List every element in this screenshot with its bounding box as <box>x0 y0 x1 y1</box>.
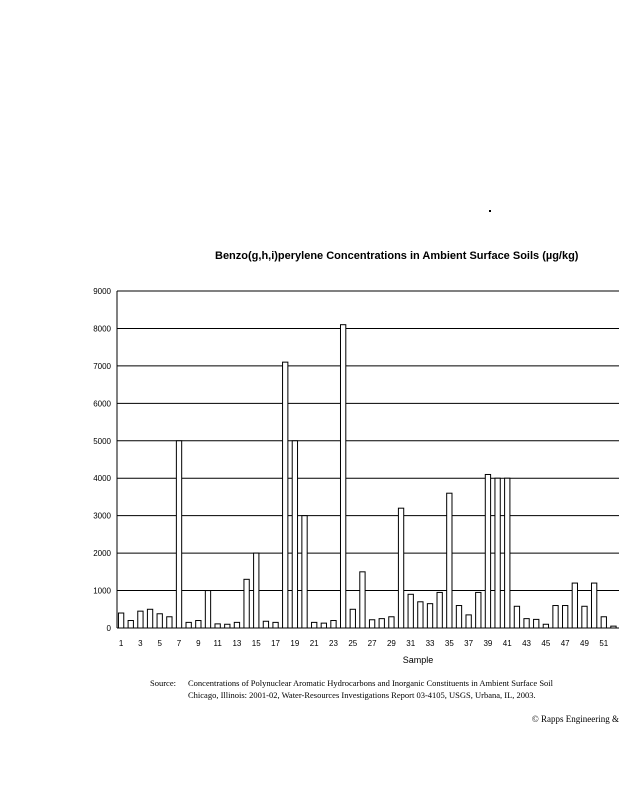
y-tick-label: 7000 <box>93 361 111 371</box>
source-line-1: Concentrations of Polynuclear Aromatic Hydrocarbons and Inorganic Constituents in Ambient Surface Soil <box>188 678 554 688</box>
y-tick-label: 0 <box>106 624 111 633</box>
y-tick-label: 5000 <box>93 436 111 446</box>
bar-sample-24 <box>340 325 345 628</box>
x-tick-label: 31 <box>406 639 416 648</box>
bar-sample-6 <box>167 617 172 628</box>
x-tick-label: 33 <box>425 639 435 648</box>
bar-sample-41 <box>505 478 510 628</box>
x-tick-label: 35 <box>444 639 454 648</box>
bar-sample-8 <box>186 622 191 628</box>
bar-sample-35 <box>447 493 452 628</box>
x-tick-label: 49 <box>580 639 589 648</box>
source-line-2: Chicago, Illinois: 2001-02, Water-Resources Investigations Report 03-4105, USGS, Urbana, IL, 2003. <box>188 690 536 700</box>
bar-sample-12 <box>225 624 230 628</box>
source-label: Source: <box>150 678 176 688</box>
x-tick-labels <box>119 639 609 648</box>
x-tick-label: 47 <box>560 639 570 648</box>
bar-sample-22 <box>321 623 326 628</box>
x-tick-label: 3 <box>138 639 143 648</box>
bars <box>118 325 616 628</box>
chart-title: Benzo(g,h,i)perylene Concentrations in Ambient Surface Soils (µg/kg) <box>215 250 579 262</box>
bar-sample-51 <box>601 617 606 628</box>
bar-sample-34 <box>437 592 442 628</box>
bar-sample-25 <box>350 609 355 628</box>
x-tick-label: 13 <box>232 639 242 648</box>
x-tick-label: 45 <box>541 639 551 648</box>
x-tick-label: 19 <box>290 639 300 648</box>
bar-sample-47 <box>563 606 568 628</box>
bar-sample-13 <box>234 622 239 628</box>
x-tick-label: 43 <box>522 639 532 648</box>
bar-sample-37 <box>466 615 471 628</box>
bar-sample-16 <box>263 621 268 628</box>
bar-sample-17 <box>273 622 278 628</box>
bar-sample-26 <box>360 572 365 628</box>
bar-sample-32 <box>418 602 423 628</box>
gridlines <box>117 291 619 628</box>
bar-sample-49 <box>582 606 587 628</box>
y-tick-label: 1000 <box>93 586 111 596</box>
bar-sample-44 <box>534 619 539 628</box>
y-tick-label: 9000 <box>93 287 111 296</box>
bar-sample-28 <box>379 619 384 628</box>
bar-sample-7 <box>176 441 181 628</box>
bar-sample-19 <box>292 441 297 628</box>
bar-sample-45 <box>543 624 548 628</box>
x-tick-label: 1 <box>118 639 124 648</box>
x-tick-label: 29 <box>386 639 396 648</box>
bar-sample-21 <box>312 622 317 628</box>
y-tick-label: 8000 <box>93 324 111 334</box>
bar-sample-5 <box>157 614 162 628</box>
x-tick-label: 39 <box>483 639 493 648</box>
y-tick-labels <box>93 287 111 633</box>
y-tick-label: 4000 <box>93 474 111 484</box>
bar-sample-48 <box>572 583 577 628</box>
bar-sample-1 <box>118 613 123 628</box>
bar-sample-10 <box>205 591 210 628</box>
bar-sample-20 <box>302 516 307 628</box>
x-axis-label: Sample <box>402 655 434 665</box>
source-note <box>150 677 553 701</box>
bar-sample-46 <box>553 606 558 628</box>
bar-sample-40 <box>495 478 500 628</box>
bar-sample-50 <box>591 583 596 628</box>
stray-mark <box>489 210 491 212</box>
bar-sample-23 <box>331 621 336 628</box>
bar-sample-2 <box>128 621 133 628</box>
bar-sample-11 <box>215 624 220 628</box>
x-tick-label: 27 <box>367 639 377 648</box>
bar-sample-3 <box>138 611 143 628</box>
bar-sample-38 <box>476 592 481 628</box>
bar-sample-4 <box>147 609 152 628</box>
bar-sample-14 <box>244 579 249 628</box>
bar-sample-39 <box>485 474 490 628</box>
x-tick-label: 41 <box>502 639 512 648</box>
bar-sample-33 <box>427 604 432 628</box>
bar-sample-29 <box>389 617 394 628</box>
bar-sample-27 <box>369 620 374 628</box>
x-tick-label: 5 <box>157 639 162 648</box>
x-tick-label: 37 <box>464 639 474 648</box>
x-tick-label: 9 <box>196 639 201 648</box>
x-tick-label: 17 <box>271 639 281 648</box>
copyright-text: © Rapps Engineering & <box>531 714 619 724</box>
bar-sample-42 <box>514 606 519 628</box>
bar-sample-31 <box>408 594 413 628</box>
x-tick-label: 11 <box>213 639 222 648</box>
bar-sample-43 <box>524 619 529 628</box>
x-tick-label: 21 <box>309 639 319 648</box>
y-tick-label: 6000 <box>93 399 111 409</box>
bar-sample-18 <box>283 362 288 628</box>
y-tick-label: 2000 <box>93 549 111 559</box>
bar-sample-52 <box>611 626 616 628</box>
x-tick-label: 25 <box>348 639 358 648</box>
x-tick-label: 7 <box>176 639 182 648</box>
x-tick-label: 51 <box>599 639 609 648</box>
bar-sample-36 <box>456 606 461 628</box>
x-tick-label: 15 <box>251 639 261 648</box>
bar-sample-30 <box>398 508 403 628</box>
x-tick-label: 23 <box>329 639 338 648</box>
bar-sample-15 <box>254 553 259 628</box>
y-tick-label: 3000 <box>93 511 111 521</box>
bar-sample-9 <box>196 621 201 628</box>
